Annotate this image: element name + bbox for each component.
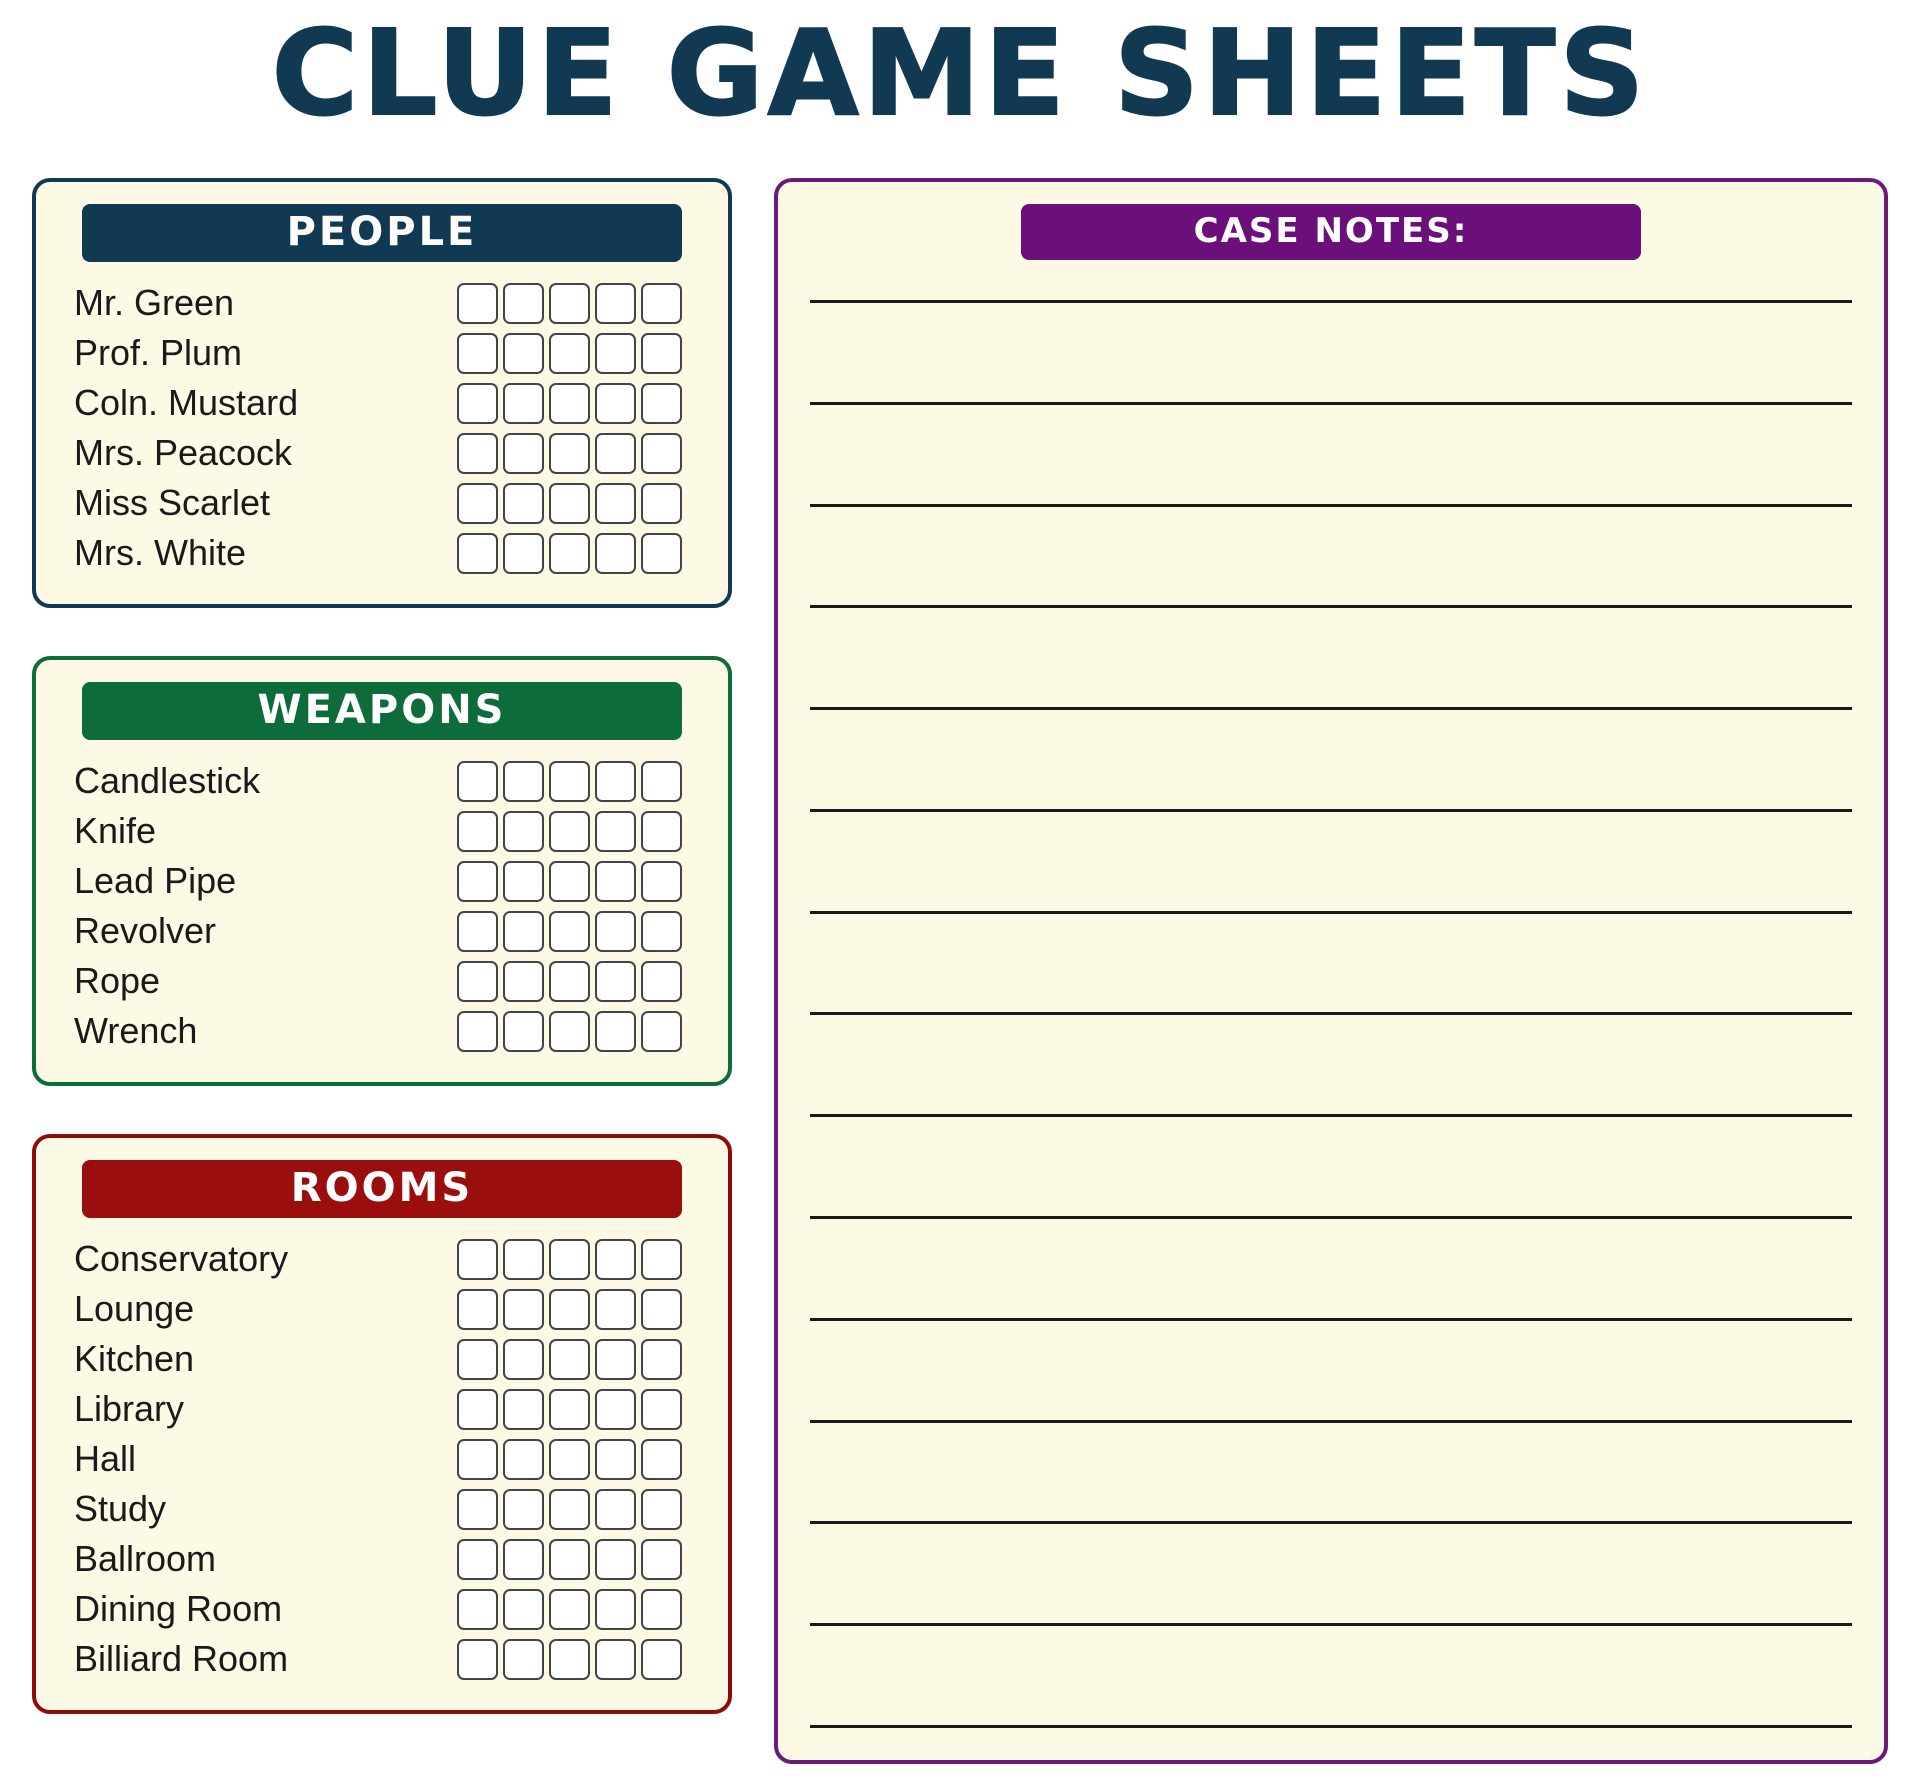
checkbox[interactable]	[595, 333, 636, 374]
checkbox[interactable]	[503, 1011, 544, 1052]
checkbox-group	[457, 1439, 710, 1480]
checkbox[interactable]	[549, 1439, 590, 1480]
checkbox[interactable]	[641, 433, 682, 474]
checkbox[interactable]	[503, 533, 544, 574]
checklist-row	[54, 378, 710, 428]
checkbox[interactable]	[595, 911, 636, 952]
checkbox[interactable]	[641, 911, 682, 952]
checkbox[interactable]	[457, 1239, 498, 1280]
checkbox[interactable]	[549, 433, 590, 474]
checkbox[interactable]	[549, 1339, 590, 1380]
case-notes-lines	[806, 260, 1856, 1736]
category-rows-people	[54, 278, 710, 578]
checkbox[interactable]	[595, 1639, 636, 1680]
checklist-row	[54, 1006, 710, 1056]
checklist-row	[54, 1234, 710, 1284]
checkbox[interactable]	[503, 483, 544, 524]
checkbox[interactable]	[503, 861, 544, 902]
note-line[interactable]	[810, 707, 1852, 710]
checkbox-group	[457, 483, 710, 524]
checkbox-group	[457, 1239, 710, 1280]
checklist-row-label: Billiard Room	[74, 1638, 289, 1679]
checkbox[interactable]	[549, 333, 590, 374]
checklist-row	[54, 428, 710, 478]
checkbox[interactable]	[641, 1639, 682, 1680]
checkbox[interactable]	[549, 1289, 590, 1330]
checkbox[interactable]	[641, 383, 682, 424]
checkbox[interactable]	[641, 1439, 682, 1480]
note-line[interactable]	[810, 402, 1852, 405]
note-line[interactable]	[810, 1420, 1852, 1423]
checkbox-group	[457, 533, 710, 574]
checklist-row-label: Library	[74, 1388, 185, 1429]
checkbox[interactable]	[503, 961, 544, 1002]
checklist-row-label: Lead Pipe	[74, 860, 237, 901]
checklist-row	[54, 1534, 710, 1584]
checklist-row-label: Knife	[74, 810, 157, 851]
checkbox[interactable]	[595, 383, 636, 424]
checkbox-group	[457, 433, 710, 474]
checkbox[interactable]	[549, 1489, 590, 1530]
checkbox[interactable]	[595, 861, 636, 902]
checkbox[interactable]	[595, 483, 636, 524]
checkbox-group	[457, 1389, 710, 1430]
checkbox[interactable]	[641, 961, 682, 1002]
checkbox[interactable]	[457, 1011, 498, 1052]
checkbox[interactable]	[503, 1339, 544, 1380]
checkbox[interactable]	[595, 283, 636, 324]
checkbox[interactable]	[549, 383, 590, 424]
checkbox[interactable]	[549, 1539, 590, 1580]
checkbox[interactable]	[457, 811, 498, 852]
checkbox[interactable]	[549, 911, 590, 952]
checkbox[interactable]	[503, 811, 544, 852]
checkbox[interactable]	[595, 433, 636, 474]
case-notes-column	[774, 178, 1888, 1764]
checkbox[interactable]	[457, 911, 498, 952]
checklist-row-label: Conservatory	[74, 1238, 289, 1279]
checkbox[interactable]	[457, 483, 498, 524]
checkbox[interactable]	[503, 333, 544, 374]
checkbox[interactable]	[549, 1011, 590, 1052]
note-line[interactable]	[810, 1012, 1852, 1015]
checklist-row	[54, 278, 710, 328]
note-line[interactable]	[810, 300, 1852, 303]
checkbox[interactable]	[457, 533, 498, 574]
checkbox[interactable]	[595, 961, 636, 1002]
checkbox[interactable]	[457, 1439, 498, 1480]
checklist-row-label: Prof. Plum	[74, 332, 243, 373]
checkbox[interactable]	[549, 483, 590, 524]
checkbox[interactable]	[503, 383, 544, 424]
note-line[interactable]	[810, 1114, 1852, 1117]
checkbox[interactable]	[549, 1239, 590, 1280]
checkbox[interactable]	[595, 1489, 636, 1530]
checklist-row	[54, 1284, 710, 1334]
note-line[interactable]	[810, 605, 1852, 608]
checkbox[interactable]	[641, 761, 682, 802]
checkbox-group	[457, 1639, 710, 1680]
checkbox[interactable]	[549, 1389, 590, 1430]
checkbox[interactable]	[457, 1639, 498, 1680]
checklist-row	[54, 1634, 710, 1684]
case-notes-card	[774, 178, 1888, 1764]
checkbox[interactable]	[595, 1239, 636, 1280]
note-line[interactable]	[810, 1623, 1852, 1626]
checkbox[interactable]	[457, 283, 498, 324]
page-title: CLUE GAME SHEETS	[271, 4, 1649, 142]
checkbox[interactable]	[549, 861, 590, 902]
note-line[interactable]	[810, 1216, 1852, 1219]
checkbox[interactable]	[503, 1539, 544, 1580]
checklist-row	[54, 756, 710, 806]
checklist-row	[54, 806, 710, 856]
note-line[interactable]	[810, 1725, 1852, 1728]
checkbox[interactable]	[549, 283, 590, 324]
checkbox-group	[457, 811, 710, 852]
checklist-row	[54, 1384, 710, 1434]
checkbox[interactable]	[503, 761, 544, 802]
checkbox[interactable]	[457, 1389, 498, 1430]
checkbox[interactable]	[457, 383, 498, 424]
checklist-row-label: Hall	[74, 1438, 137, 1479]
checklist-row	[54, 956, 710, 1006]
checkbox[interactable]	[595, 1289, 636, 1330]
category-card-people	[32, 178, 732, 608]
checklist-row-label: Lounge	[74, 1288, 195, 1329]
checkbox[interactable]	[641, 1389, 682, 1430]
checkbox-group	[457, 1539, 710, 1580]
checkbox[interactable]	[641, 1589, 682, 1630]
checklist-row	[54, 328, 710, 378]
checkbox[interactable]	[641, 483, 682, 524]
category-rows-weapons	[54, 756, 710, 1056]
checklist-row	[54, 856, 710, 906]
checkbox[interactable]	[549, 533, 590, 574]
checkbox-group	[457, 1339, 710, 1380]
checklist-row-label: Rope	[74, 960, 161, 1001]
checkbox-group	[457, 333, 710, 374]
note-line[interactable]	[810, 1521, 1852, 1524]
checkbox[interactable]	[457, 433, 498, 474]
category-rows-rooms	[54, 1234, 710, 1684]
checkbox[interactable]	[641, 1339, 682, 1380]
checklist-row-label: Study	[74, 1488, 167, 1529]
checklist-row	[54, 1434, 710, 1484]
checklist-row-label: Dining Room	[74, 1588, 283, 1629]
checklist-row-label: Miss Scarlet	[74, 482, 271, 523]
checklist-row-label: Revolver	[74, 910, 217, 951]
checklist-row	[54, 528, 710, 578]
category-header-weapons: WEAPONS	[82, 682, 682, 740]
checklist-row	[54, 906, 710, 956]
checkbox[interactable]	[503, 433, 544, 474]
case-notes-header: CASE NOTES:	[1021, 204, 1641, 260]
checkbox[interactable]	[503, 1489, 544, 1530]
checkbox-group	[457, 861, 710, 902]
checkbox[interactable]	[595, 1339, 636, 1380]
checkbox[interactable]	[503, 1389, 544, 1430]
checklist-row-label: Ballroom	[74, 1538, 217, 1579]
checkbox[interactable]	[549, 811, 590, 852]
checkbox[interactable]	[549, 761, 590, 802]
checkbox[interactable]	[457, 1489, 498, 1530]
checkbox-group	[457, 283, 710, 324]
note-line[interactable]	[810, 809, 1852, 812]
checkbox[interactable]	[457, 961, 498, 1002]
checkbox[interactable]	[457, 1289, 498, 1330]
checkbox[interactable]	[595, 533, 636, 574]
category-header-rooms: ROOMS	[82, 1160, 682, 1218]
checkbox[interactable]	[595, 1539, 636, 1580]
checkbox[interactable]	[503, 1439, 544, 1480]
checklist-row-label: Mrs. Peacock	[74, 432, 293, 473]
category-card-weapons	[32, 656, 732, 1086]
checkbox[interactable]	[503, 1289, 544, 1330]
checkbox[interactable]	[595, 1589, 636, 1630]
checkbox[interactable]	[457, 1589, 498, 1630]
checklist-row-label: Mrs. White	[74, 532, 247, 573]
checklist-row	[54, 1484, 710, 1534]
checkbox[interactable]	[595, 761, 636, 802]
checkbox-group	[457, 1489, 710, 1530]
categories-column	[32, 178, 732, 1764]
checkbox-group	[457, 911, 710, 952]
note-line[interactable]	[810, 911, 1852, 914]
checkbox[interactable]	[641, 861, 682, 902]
checkbox[interactable]	[641, 1489, 682, 1530]
checklist-row-label: Coln. Mustard	[74, 382, 299, 423]
checkbox[interactable]	[457, 1539, 498, 1580]
sheet-content	[0, 178, 1920, 1788]
checkbox[interactable]	[595, 1439, 636, 1480]
checkbox[interactable]	[503, 283, 544, 324]
checklist-row	[54, 478, 710, 528]
checkbox[interactable]	[503, 1589, 544, 1630]
checkbox[interactable]	[503, 911, 544, 952]
checkbox[interactable]	[641, 1011, 682, 1052]
checkbox[interactable]	[549, 961, 590, 1002]
checkbox[interactable]	[457, 333, 498, 374]
checkbox-group	[457, 1589, 710, 1630]
checkbox[interactable]	[457, 861, 498, 902]
checkbox-group	[457, 1289, 710, 1330]
checkbox-group	[457, 961, 710, 1002]
checklist-row	[54, 1334, 710, 1384]
checkbox-group	[457, 1011, 710, 1052]
category-header-people: PEOPLE	[82, 204, 682, 262]
checkbox-group	[457, 761, 710, 802]
checkbox[interactable]	[595, 811, 636, 852]
checkbox-group	[457, 383, 710, 424]
checkbox[interactable]	[641, 333, 682, 374]
checkbox[interactable]	[595, 1011, 636, 1052]
category-card-rooms	[32, 1134, 732, 1714]
checkbox[interactable]	[641, 1539, 682, 1580]
checkbox[interactable]	[641, 1239, 682, 1280]
note-line[interactable]	[810, 504, 1852, 507]
checklist-row-label: Wrench	[74, 1010, 198, 1051]
checkbox[interactable]	[457, 1339, 498, 1380]
checkbox[interactable]	[549, 1589, 590, 1630]
checkbox[interactable]	[457, 761, 498, 802]
checklist-row	[54, 1584, 710, 1634]
checkbox[interactable]	[641, 283, 682, 324]
checklist-row-label: Candlestick	[74, 760, 261, 801]
checkbox[interactable]	[641, 1289, 682, 1330]
checkbox[interactable]	[503, 1239, 544, 1280]
checkbox[interactable]	[595, 1389, 636, 1430]
checkbox[interactable]	[641, 811, 682, 852]
checkbox[interactable]	[641, 533, 682, 574]
checkbox[interactable]	[549, 1639, 590, 1680]
note-line[interactable]	[810, 1318, 1852, 1321]
checklist-row-label: Kitchen	[74, 1338, 195, 1379]
checklist-row-label: Mr. Green	[74, 282, 235, 323]
checkbox[interactable]	[503, 1639, 544, 1680]
